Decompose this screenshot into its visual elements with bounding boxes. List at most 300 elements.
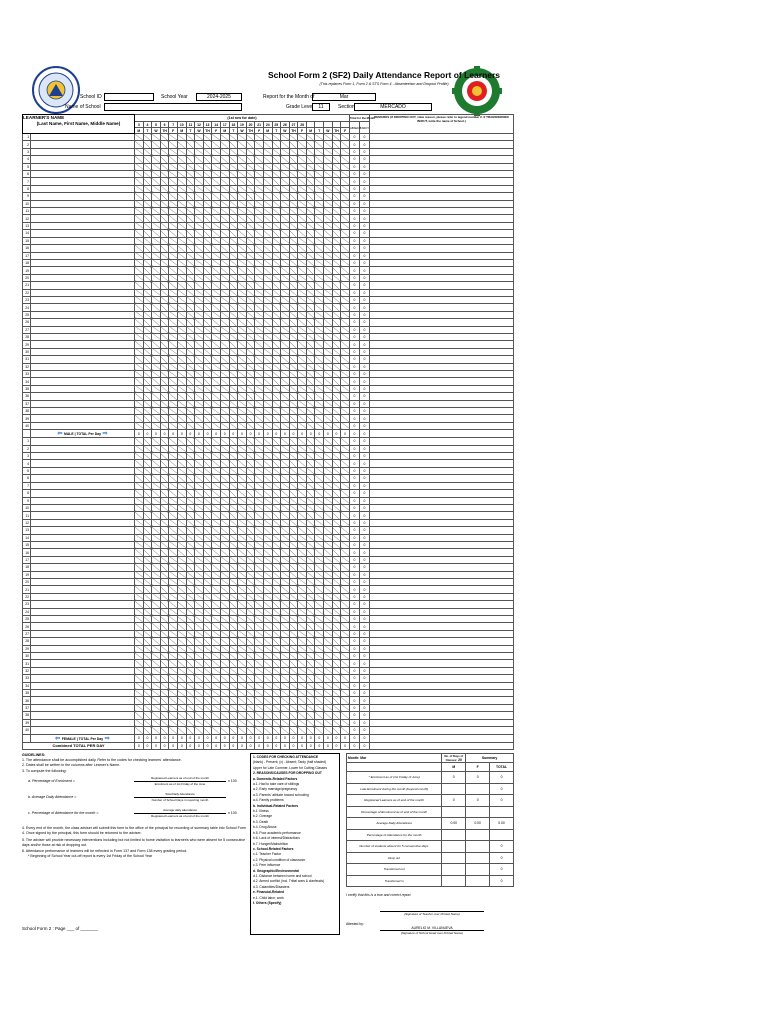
attendance-cell[interactable]	[229, 141, 238, 148]
learner-name-cell[interactable]	[31, 564, 135, 571]
attendance-cell[interactable]	[281, 208, 290, 215]
remarks-cell[interactable]	[369, 356, 513, 363]
attendance-cell[interactable]	[263, 653, 272, 660]
attendance-cell[interactable]	[255, 148, 264, 155]
attendance-cell[interactable]	[160, 534, 169, 541]
attendance-cell[interactable]	[263, 571, 272, 578]
attendance-cell[interactable]	[143, 453, 152, 460]
attendance-cell[interactable]	[160, 653, 169, 660]
remarks-cell[interactable]	[369, 727, 513, 734]
attendance-cell[interactable]	[315, 356, 324, 363]
attendance-cell[interactable]	[160, 608, 169, 615]
attendance-cell[interactable]	[298, 697, 307, 704]
attendance-cell[interactable]	[229, 608, 238, 615]
attendance-cell[interactable]	[289, 385, 298, 392]
attendance-cell[interactable]	[220, 712, 229, 719]
attendance-cell[interactable]	[195, 200, 204, 207]
attendance-cell[interactable]	[263, 178, 272, 185]
attendance-cell[interactable]	[263, 371, 272, 378]
attendance-cell[interactable]	[272, 704, 281, 711]
attendance-cell[interactable]	[341, 519, 350, 526]
attendance-cell[interactable]	[152, 400, 161, 407]
attendance-cell[interactable]	[246, 453, 255, 460]
attendance-cell[interactable]	[195, 408, 204, 415]
attendance-cell[interactable]	[220, 482, 229, 489]
attendance-cell[interactable]	[281, 282, 290, 289]
attendance-cell[interactable]	[246, 385, 255, 392]
attendance-cell[interactable]	[341, 222, 350, 229]
attendance-cell[interactable]	[160, 645, 169, 652]
section-field[interactable]: MERCADO	[354, 103, 432, 111]
attendance-cell[interactable]	[298, 682, 307, 689]
attendance-cell[interactable]	[220, 564, 229, 571]
attendance-cell[interactable]	[272, 156, 281, 163]
attendance-cell[interactable]	[298, 378, 307, 385]
attendance-cell[interactable]	[169, 549, 178, 556]
attendance-cell[interactable]	[195, 348, 204, 355]
attendance-cell[interactable]	[186, 208, 195, 215]
attendance-cell[interactable]	[263, 638, 272, 645]
attendance-cell[interactable]	[281, 660, 290, 667]
attendance-cell[interactable]	[263, 504, 272, 511]
attendance-cell[interactable]	[315, 267, 324, 274]
attendance-cell[interactable]	[195, 608, 204, 615]
attendance-cell[interactable]	[195, 578, 204, 585]
attendance-cell[interactable]	[263, 200, 272, 207]
attendance-cell[interactable]	[324, 527, 333, 534]
attendance-cell[interactable]	[160, 178, 169, 185]
attendance-cell[interactable]	[169, 638, 178, 645]
attendance-cell[interactable]	[255, 653, 264, 660]
attendance-cell[interactable]	[238, 237, 247, 244]
attendance-cell[interactable]	[229, 556, 238, 563]
attendance-cell[interactable]	[212, 638, 221, 645]
attendance-cell[interactable]	[324, 438, 333, 445]
attendance-cell[interactable]	[263, 333, 272, 340]
learner-name-cell[interactable]	[31, 712, 135, 719]
attendance-cell[interactable]	[246, 200, 255, 207]
remarks-cell[interactable]	[369, 178, 513, 185]
attendance-cell[interactable]	[229, 289, 238, 296]
attendance-cell[interactable]	[195, 237, 204, 244]
attendance-cell[interactable]	[177, 296, 186, 303]
attendance-cell[interactable]	[135, 704, 144, 711]
remarks-cell[interactable]	[369, 141, 513, 148]
attendance-cell[interactable]	[220, 697, 229, 704]
attendance-cell[interactable]	[143, 156, 152, 163]
attendance-cell[interactable]	[229, 134, 238, 141]
attendance-cell[interactable]	[298, 222, 307, 229]
learner-name-cell[interactable]	[31, 504, 135, 511]
attendance-cell[interactable]	[315, 363, 324, 370]
attendance-cell[interactable]	[306, 712, 315, 719]
attendance-cell[interactable]	[341, 675, 350, 682]
attendance-cell[interactable]	[263, 667, 272, 674]
attendance-cell[interactable]	[255, 616, 264, 623]
attendance-cell[interactable]	[229, 504, 238, 511]
remarks-cell[interactable]	[369, 363, 513, 370]
attendance-cell[interactable]	[135, 289, 144, 296]
attendance-cell[interactable]	[246, 311, 255, 318]
attendance-cell[interactable]	[263, 363, 272, 370]
attendance-cell[interactable]	[272, 630, 281, 637]
attendance-cell[interactable]	[186, 193, 195, 200]
attendance-cell[interactable]	[341, 578, 350, 585]
attendance-cell[interactable]	[195, 719, 204, 726]
attendance-cell[interactable]	[195, 564, 204, 571]
attendance-cell[interactable]	[135, 311, 144, 318]
attendance-cell[interactable]	[332, 193, 341, 200]
attendance-cell[interactable]	[212, 333, 221, 340]
attendance-cell[interactable]	[324, 519, 333, 526]
attendance-cell[interactable]	[238, 608, 247, 615]
attendance-cell[interactable]	[315, 660, 324, 667]
remarks-cell[interactable]	[369, 601, 513, 608]
attendance-cell[interactable]	[238, 630, 247, 637]
attendance-cell[interactable]	[186, 304, 195, 311]
attendance-cell[interactable]	[341, 333, 350, 340]
attendance-cell[interactable]	[238, 593, 247, 600]
attendance-cell[interactable]	[281, 453, 290, 460]
attendance-cell[interactable]	[229, 571, 238, 578]
attendance-cell[interactable]	[220, 719, 229, 726]
attendance-cell[interactable]	[143, 704, 152, 711]
attendance-cell[interactable]	[315, 482, 324, 489]
attendance-cell[interactable]	[203, 682, 212, 689]
remarks-cell[interactable]	[369, 527, 513, 534]
attendance-cell[interactable]	[298, 267, 307, 274]
attendance-cell[interactable]	[324, 608, 333, 615]
attendance-cell[interactable]	[272, 237, 281, 244]
attendance-cell[interactable]	[246, 282, 255, 289]
date-cell[interactable]: 10	[177, 122, 186, 128]
attendance-cell[interactable]	[281, 422, 290, 429]
attendance-cell[interactable]	[246, 163, 255, 170]
attendance-cell[interactable]	[289, 185, 298, 192]
attendance-cell[interactable]	[306, 171, 315, 178]
attendance-cell[interactable]	[186, 475, 195, 482]
attendance-cell[interactable]	[177, 326, 186, 333]
learner-name-cell[interactable]	[31, 378, 135, 385]
attendance-cell[interactable]	[315, 237, 324, 244]
attendance-cell[interactable]	[160, 408, 169, 415]
attendance-cell[interactable]	[272, 134, 281, 141]
learner-name-cell[interactable]	[31, 319, 135, 326]
attendance-cell[interactable]	[246, 193, 255, 200]
attendance-cell[interactable]	[220, 237, 229, 244]
attendance-cell[interactable]	[324, 675, 333, 682]
attendance-cell[interactable]	[289, 200, 298, 207]
attendance-cell[interactable]	[272, 519, 281, 526]
attendance-cell[interactable]	[298, 230, 307, 237]
attendance-cell[interactable]	[306, 460, 315, 467]
attendance-cell[interactable]	[332, 371, 341, 378]
attendance-cell[interactable]	[177, 400, 186, 407]
attendance-cell[interactable]	[306, 134, 315, 141]
remarks-cell[interactable]	[369, 682, 513, 689]
attendance-cell[interactable]	[332, 415, 341, 422]
attendance-cell[interactable]	[212, 163, 221, 170]
attendance-cell[interactable]	[177, 630, 186, 637]
attendance-cell[interactable]	[186, 311, 195, 318]
remarks-cell[interactable]	[369, 304, 513, 311]
attendance-cell[interactable]	[143, 222, 152, 229]
attendance-cell[interactable]	[341, 148, 350, 155]
attendance-cell[interactable]	[315, 208, 324, 215]
attendance-cell[interactable]	[298, 712, 307, 719]
remarks-cell[interactable]	[369, 163, 513, 170]
attendance-cell[interactable]	[255, 593, 264, 600]
attendance-cell[interactable]	[135, 608, 144, 615]
attendance-cell[interactable]	[332, 200, 341, 207]
attendance-cell[interactable]	[212, 408, 221, 415]
attendance-cell[interactable]	[272, 215, 281, 222]
attendance-cell[interactable]	[160, 660, 169, 667]
remarks-cell[interactable]	[369, 549, 513, 556]
attendance-cell[interactable]	[169, 356, 178, 363]
attendance-cell[interactable]	[332, 504, 341, 511]
attendance-cell[interactable]	[263, 341, 272, 348]
attendance-cell[interactable]	[238, 697, 247, 704]
attendance-cell[interactable]	[143, 237, 152, 244]
attendance-cell[interactable]	[341, 141, 350, 148]
attendance-cell[interactable]	[332, 645, 341, 652]
attendance-cell[interactable]	[238, 534, 247, 541]
attendance-cell[interactable]	[332, 527, 341, 534]
attendance-cell[interactable]	[169, 400, 178, 407]
attendance-cell[interactable]	[135, 400, 144, 407]
attendance-cell[interactable]	[315, 311, 324, 318]
attendance-cell[interactable]	[203, 504, 212, 511]
attendance-cell[interactable]	[135, 156, 144, 163]
attendance-cell[interactable]	[220, 163, 229, 170]
attendance-cell[interactable]	[186, 527, 195, 534]
attendance-cell[interactable]	[289, 630, 298, 637]
attendance-cell[interactable]	[212, 267, 221, 274]
attendance-cell[interactable]	[177, 616, 186, 623]
attendance-cell[interactable]	[255, 208, 264, 215]
attendance-cell[interactable]	[324, 623, 333, 630]
attendance-cell[interactable]	[272, 385, 281, 392]
attendance-cell[interactable]	[298, 259, 307, 266]
attendance-cell[interactable]	[332, 660, 341, 667]
attendance-cell[interactable]	[169, 363, 178, 370]
attendance-cell[interactable]	[281, 438, 290, 445]
attendance-cell[interactable]	[203, 371, 212, 378]
attendance-cell[interactable]	[263, 408, 272, 415]
remarks-cell[interactable]	[369, 311, 513, 318]
attendance-cell[interactable]	[315, 630, 324, 637]
date-cell[interactable]: 25	[272, 122, 281, 128]
attendance-cell[interactable]	[298, 282, 307, 289]
attendance-cell[interactable]	[152, 704, 161, 711]
attendance-cell[interactable]	[324, 616, 333, 623]
attendance-cell[interactable]	[177, 593, 186, 600]
attendance-cell[interactable]	[203, 482, 212, 489]
attendance-cell[interactable]	[160, 208, 169, 215]
attendance-cell[interactable]	[272, 504, 281, 511]
attendance-cell[interactable]	[298, 208, 307, 215]
attendance-cell[interactable]	[135, 163, 144, 170]
attendance-cell[interactable]	[160, 467, 169, 474]
remarks-cell[interactable]	[369, 490, 513, 497]
attendance-cell[interactable]	[272, 549, 281, 556]
attendance-cell[interactable]	[160, 460, 169, 467]
attendance-cell[interactable]	[212, 564, 221, 571]
attendance-cell[interactable]	[289, 274, 298, 281]
learner-name-cell[interactable]	[31, 408, 135, 415]
attendance-cell[interactable]	[186, 333, 195, 340]
remarks-cell[interactable]	[369, 571, 513, 578]
attendance-cell[interactable]	[298, 341, 307, 348]
attendance-cell[interactable]	[281, 653, 290, 660]
attendance-cell[interactable]	[186, 259, 195, 266]
learner-name-cell[interactable]	[31, 422, 135, 429]
attendance-cell[interactable]	[229, 363, 238, 370]
attendance-cell[interactable]	[315, 400, 324, 407]
attendance-cell[interactable]	[272, 527, 281, 534]
attendance-cell[interactable]	[135, 660, 144, 667]
attendance-cell[interactable]	[238, 296, 247, 303]
attendance-cell[interactable]	[169, 571, 178, 578]
attendance-cell[interactable]	[255, 245, 264, 252]
remarks-cell[interactable]	[369, 333, 513, 340]
attendance-cell[interactable]	[195, 504, 204, 511]
attendance-cell[interactable]	[341, 163, 350, 170]
attendance-cell[interactable]	[324, 445, 333, 452]
attendance-cell[interactable]	[186, 148, 195, 155]
attendance-cell[interactable]	[281, 252, 290, 259]
attendance-cell[interactable]	[306, 193, 315, 200]
attendance-cell[interactable]	[289, 267, 298, 274]
attendance-cell[interactable]	[246, 393, 255, 400]
attendance-cell[interactable]	[177, 645, 186, 652]
attendance-cell[interactable]	[341, 215, 350, 222]
date-cell[interactable]: 21	[255, 122, 264, 128]
attendance-cell[interactable]	[220, 363, 229, 370]
attendance-cell[interactable]	[315, 185, 324, 192]
attendance-cell[interactable]	[289, 341, 298, 348]
learner-name-cell[interactable]	[31, 230, 135, 237]
attendance-cell[interactable]	[152, 690, 161, 697]
attendance-cell[interactable]	[263, 148, 272, 155]
learner-name-cell[interactable]	[31, 593, 135, 600]
attendance-cell[interactable]	[238, 571, 247, 578]
remarks-cell[interactable]	[369, 453, 513, 460]
attendance-cell[interactable]	[143, 638, 152, 645]
attendance-cell[interactable]	[229, 704, 238, 711]
attendance-cell[interactable]	[220, 208, 229, 215]
attendance-cell[interactable]	[152, 193, 161, 200]
attendance-cell[interactable]	[177, 415, 186, 422]
attendance-cell[interactable]	[272, 541, 281, 548]
remarks-cell[interactable]	[369, 171, 513, 178]
attendance-cell[interactable]	[281, 601, 290, 608]
attendance-cell[interactable]	[212, 178, 221, 185]
attendance-cell[interactable]	[306, 660, 315, 667]
attendance-cell[interactable]	[135, 178, 144, 185]
attendance-cell[interactable]	[263, 697, 272, 704]
attendance-cell[interactable]	[246, 252, 255, 259]
attendance-cell[interactable]	[135, 267, 144, 274]
attendance-cell[interactable]	[238, 490, 247, 497]
attendance-cell[interactable]	[143, 274, 152, 281]
attendance-cell[interactable]	[341, 326, 350, 333]
attendance-cell[interactable]	[186, 178, 195, 185]
attendance-cell[interactable]	[238, 453, 247, 460]
remarks-cell[interactable]	[369, 593, 513, 600]
attendance-cell[interactable]	[195, 704, 204, 711]
attendance-cell[interactable]	[169, 616, 178, 623]
attendance-cell[interactable]	[169, 490, 178, 497]
attendance-cell[interactable]	[160, 245, 169, 252]
attendance-cell[interactable]	[160, 512, 169, 519]
attendance-cell[interactable]	[212, 534, 221, 541]
attendance-cell[interactable]	[203, 134, 212, 141]
attendance-cell[interactable]	[203, 630, 212, 637]
remarks-cell[interactable]	[369, 704, 513, 711]
attendance-cell[interactable]	[212, 460, 221, 467]
attendance-cell[interactable]	[324, 185, 333, 192]
attendance-cell[interactable]	[306, 178, 315, 185]
attendance-cell[interactable]	[332, 237, 341, 244]
attendance-cell[interactable]	[238, 378, 247, 385]
remarks-cell[interactable]	[369, 697, 513, 704]
attendance-cell[interactable]	[298, 134, 307, 141]
attendance-cell[interactable]	[315, 134, 324, 141]
attendance-cell[interactable]	[298, 667, 307, 674]
attendance-cell[interactable]	[143, 200, 152, 207]
attendance-cell[interactable]	[298, 727, 307, 734]
attendance-cell[interactable]	[160, 363, 169, 370]
attendance-cell[interactable]	[203, 156, 212, 163]
remarks-cell[interactable]	[369, 274, 513, 281]
attendance-cell[interactable]	[263, 259, 272, 266]
attendance-cell[interactable]	[298, 690, 307, 697]
attendance-cell[interactable]	[135, 490, 144, 497]
attendance-cell[interactable]	[135, 453, 144, 460]
attendance-cell[interactable]	[212, 319, 221, 326]
attendance-cell[interactable]	[281, 445, 290, 452]
attendance-cell[interactable]	[186, 163, 195, 170]
attendance-cell[interactable]	[332, 208, 341, 215]
attendance-cell[interactable]	[220, 675, 229, 682]
attendance-cell[interactable]	[177, 422, 186, 429]
attendance-cell[interactable]	[281, 141, 290, 148]
attendance-cell[interactable]	[177, 549, 186, 556]
attendance-cell[interactable]	[169, 200, 178, 207]
attendance-cell[interactable]	[341, 601, 350, 608]
learner-name-cell[interactable]	[31, 497, 135, 504]
attendance-cell[interactable]	[272, 333, 281, 340]
attendance-cell[interactable]	[332, 682, 341, 689]
attendance-cell[interactable]	[152, 445, 161, 452]
attendance-cell[interactable]	[255, 267, 264, 274]
attendance-cell[interactable]	[169, 385, 178, 392]
attendance-cell[interactable]	[281, 697, 290, 704]
attendance-cell[interactable]	[229, 200, 238, 207]
attendance-cell[interactable]	[281, 156, 290, 163]
attendance-cell[interactable]	[298, 348, 307, 355]
learner-name-cell[interactable]	[31, 638, 135, 645]
attendance-cell[interactable]	[195, 141, 204, 148]
attendance-cell[interactable]	[246, 259, 255, 266]
attendance-cell[interactable]	[143, 660, 152, 667]
attendance-cell[interactable]	[263, 156, 272, 163]
attendance-cell[interactable]	[281, 675, 290, 682]
attendance-cell[interactable]	[143, 408, 152, 415]
attendance-cell[interactable]	[186, 653, 195, 660]
